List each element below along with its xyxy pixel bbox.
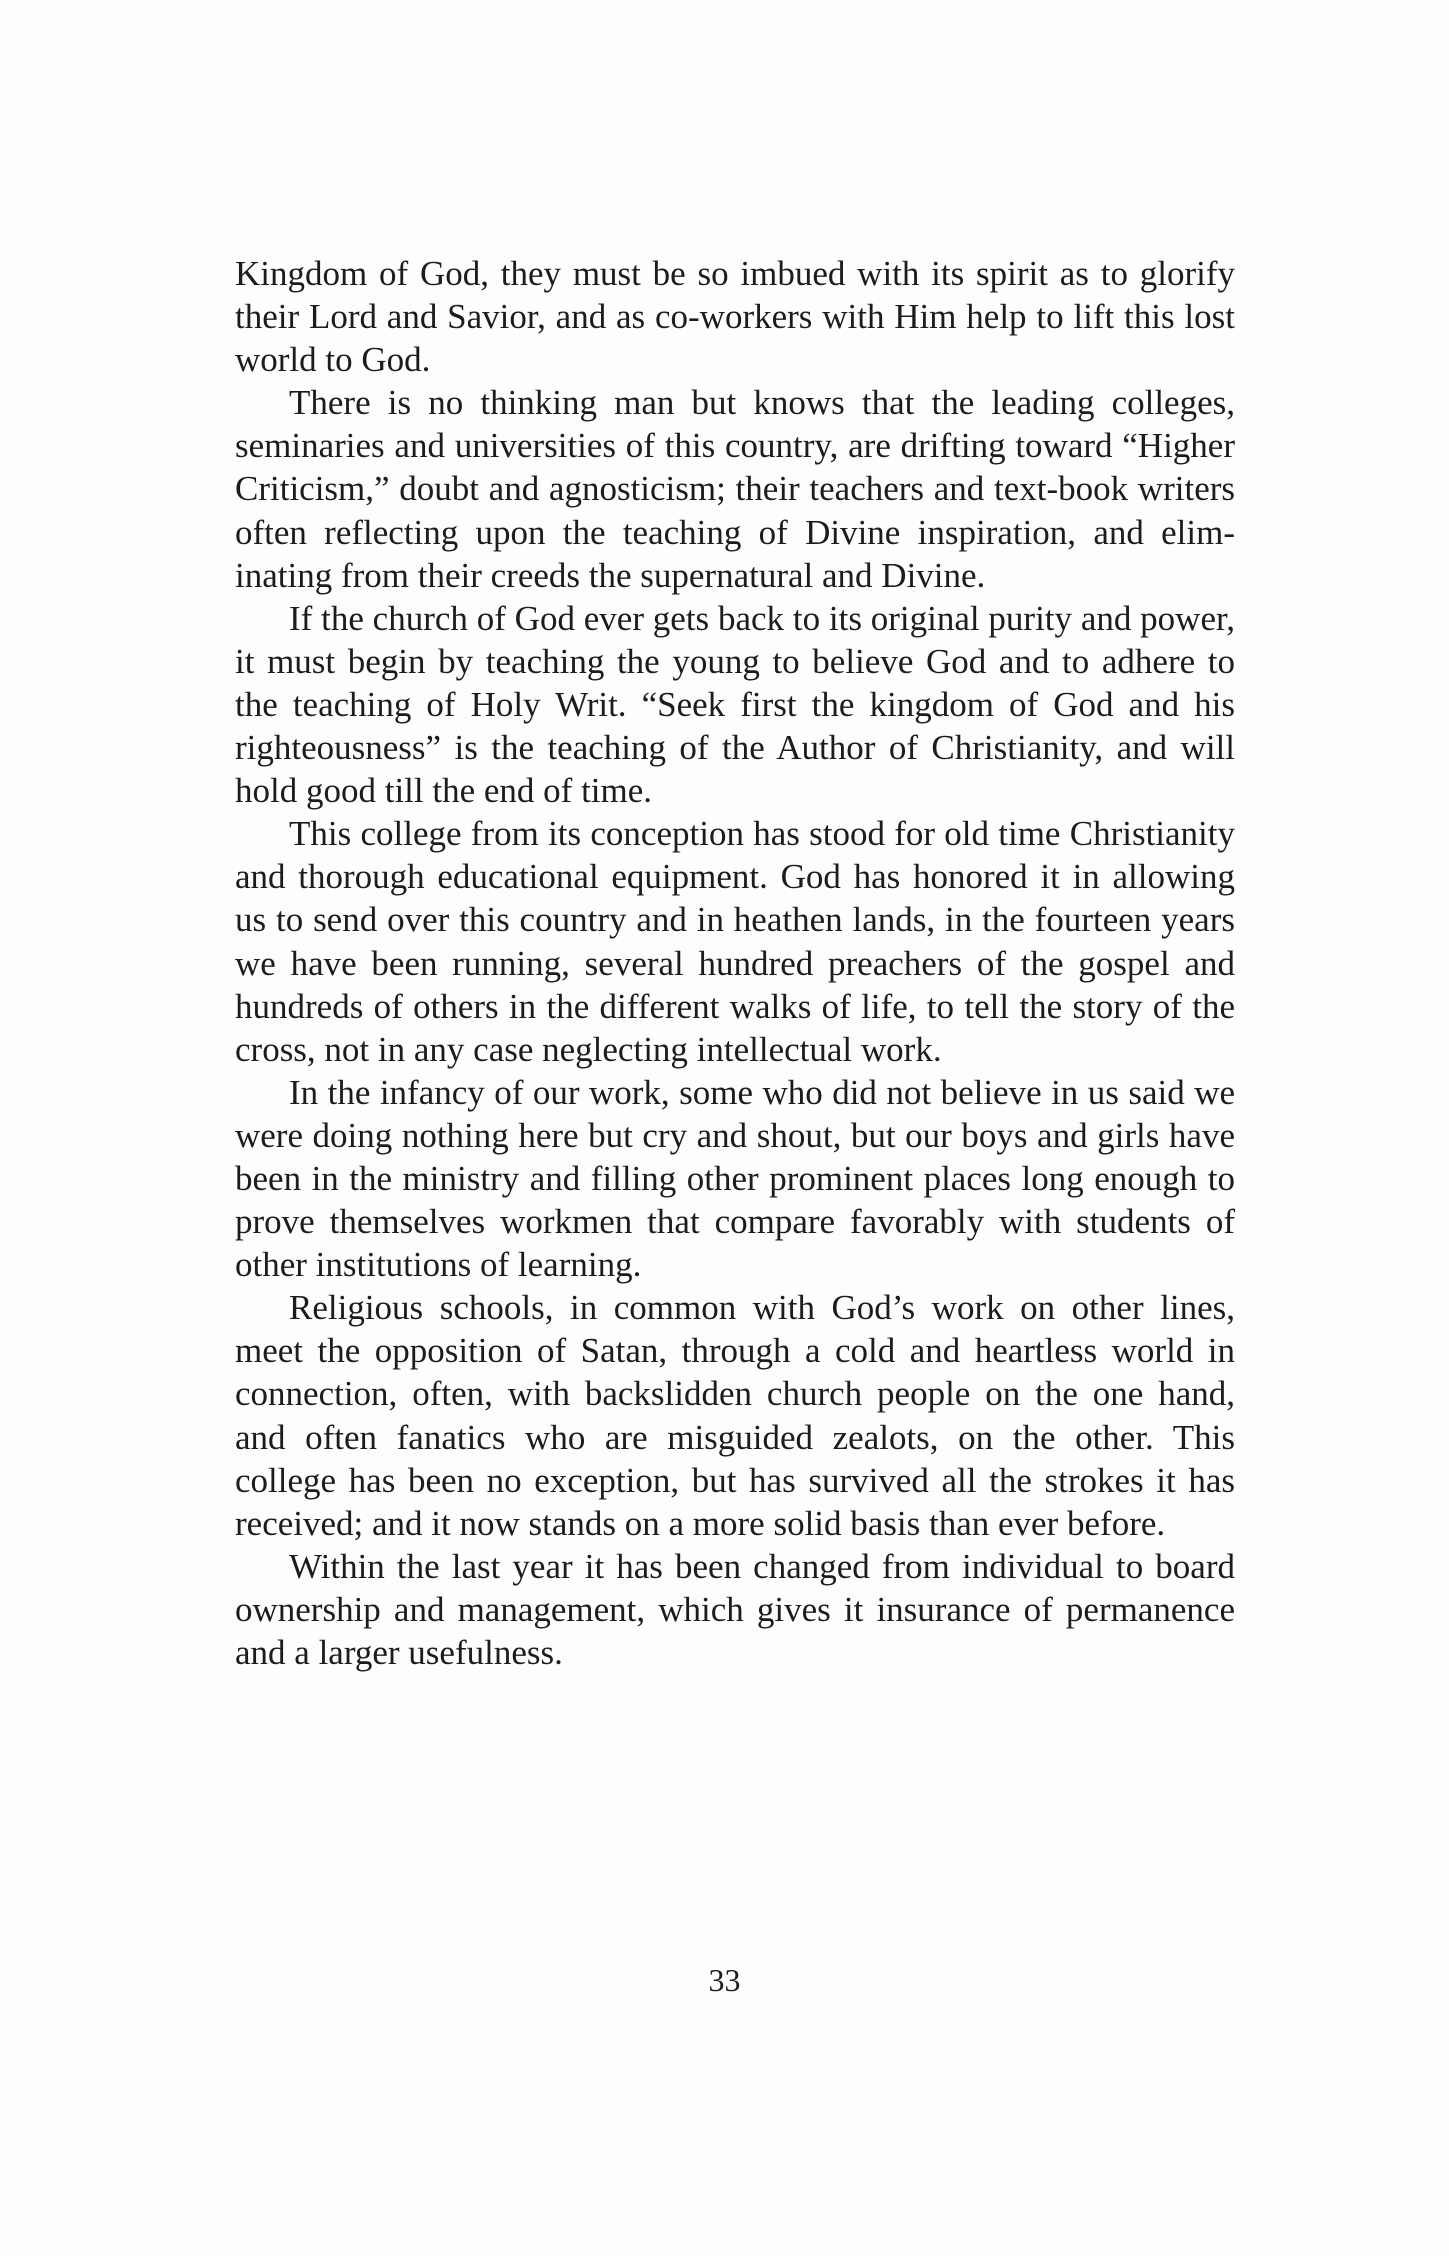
paragraph-church-of-god: If the church of God ever gets back to its original purity and power, it must begin by teaching the young to believe God and to adhere to the teaching of Holy Writ. “Seek first the kingdom of God and his righteousness” is the teaching of the Author of Christianity, and will hold good till the end of time.	[235, 598, 1235, 811]
paragraph-continuation: Kingdom of God, they must be so imbued with its spirit as to glorify their Lord and Savior, and as co-workers with Him help to lift this lost world to God.	[235, 254, 1235, 380]
page-number: 33	[708, 1962, 741, 1998]
paragraph-infancy-of-work: In the infancy of our work, some who did not believe in us said we were doing nothing here but cry and shout, but our boys and girls have been in the ministry and filling other prominent places long enough to prove themselves workmen that compare favorably with students of other institutions of learning.	[235, 1072, 1235, 1285]
paragraph-religious-schools: Religious schools, in common with God’s work on other lines, meet the opposition of Satan, through a cold and heartless world in connection, often, with backslidden church people on the one hand, and often fanatics who are misguided zealots, on the other. This college has been no exception, but has survived all the strokes it has received; and it now stands on a more solid basis than ever before.	[235, 1288, 1235, 1543]
paragraph-college-conception: This college from its conception has stood for old time Christianity and thorough educational equipment. God has honored it in allowing us to send over this country and in heathen lands, in the fourteen years we have been running, several hundred preachers of the gospel and hundreds of others in the different walks of life, to tell the story of the cross, not in any case neglecting intellectual work.	[235, 814, 1235, 1069]
paragraph-board-ownership: Within the last year it has been changed from individual to board ownership and management, which gives it insurance of permanence and a larger usefulness.	[235, 1546, 1235, 1672]
body-text	[235, 252, 1235, 1674]
paragraph-higher-criticism: There is no thinking man but knows that the leading colleges, seminaries and universities of this country, are drifting toward “Higher Criticism,” doubt and agnosticism; their teachers and text-book writers often reflecting upon the teaching of Divine inspiration, and eliminating from their creeds the supernatural and Divine.	[235, 383, 1235, 595]
